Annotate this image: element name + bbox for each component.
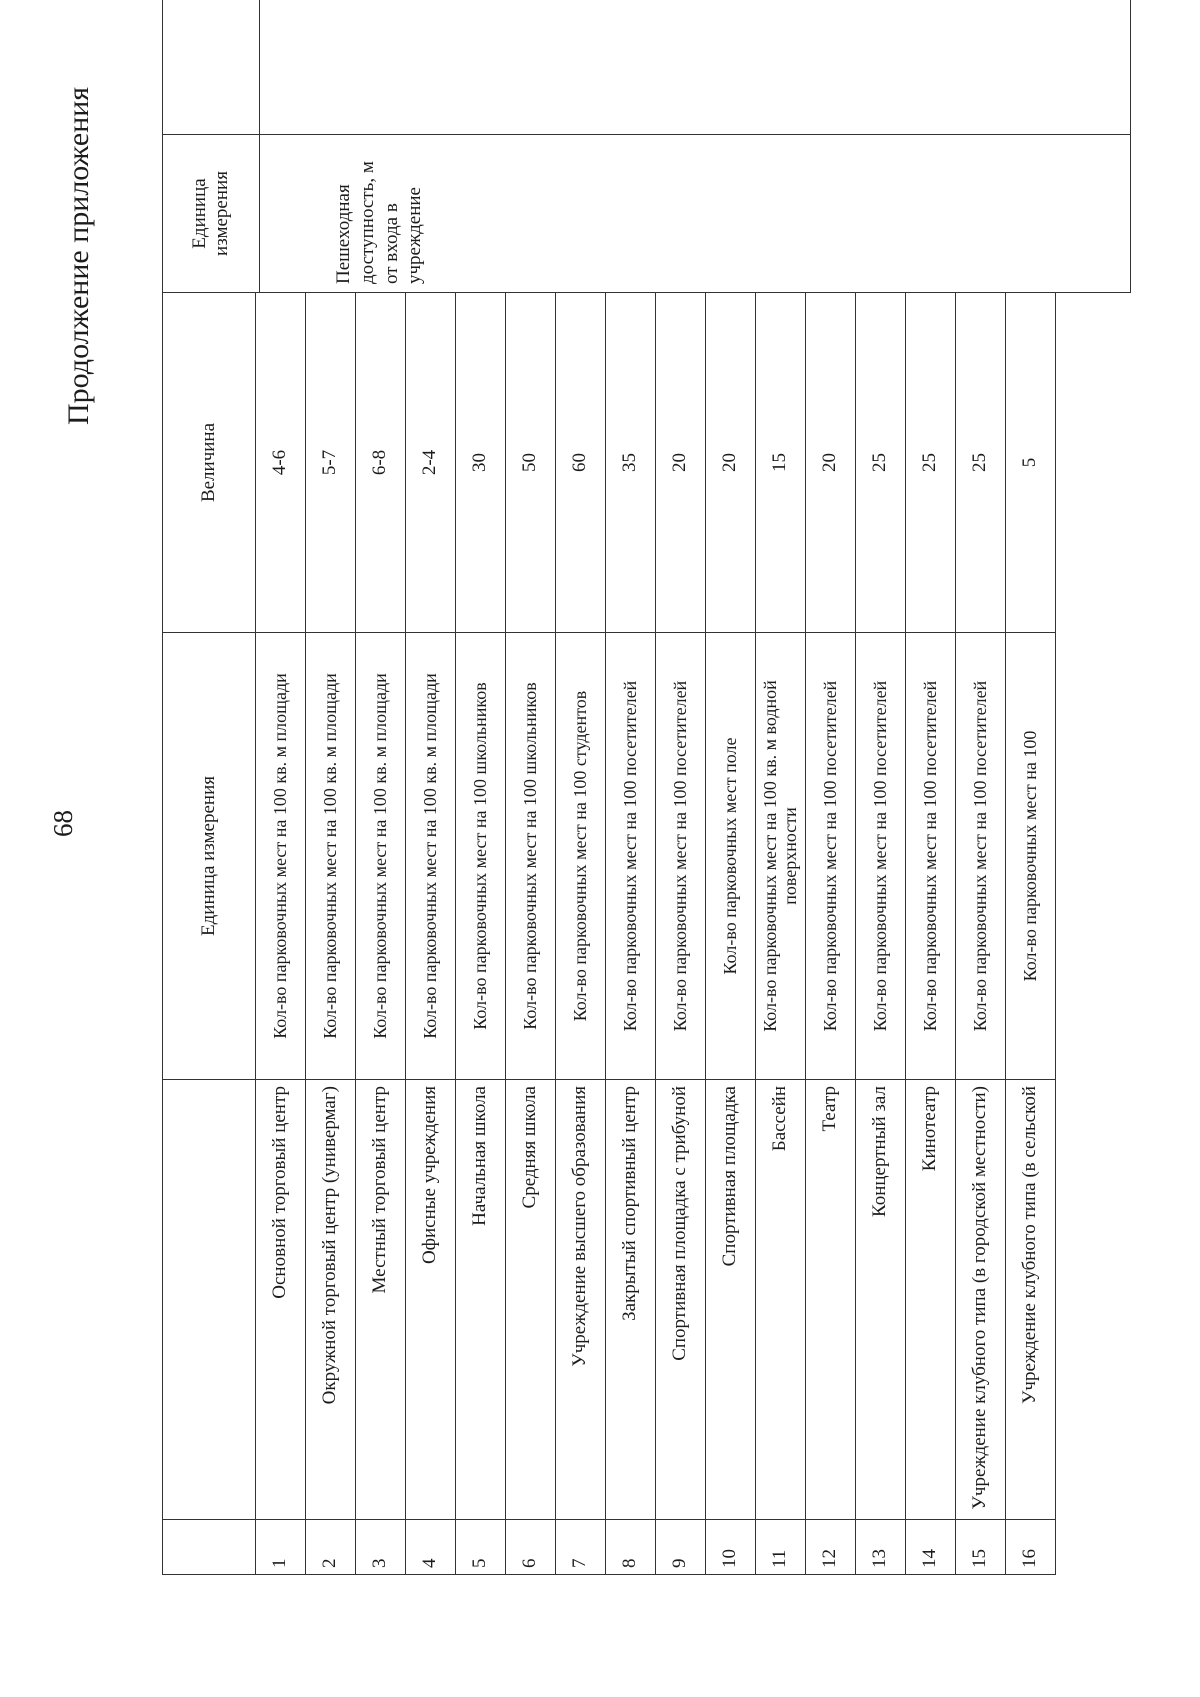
row-number: 9 [656,1520,706,1575]
row-unit: Кол-во парковочных мест на 100 кв. м площади [306,633,356,1080]
row-value: 60 [556,293,606,633]
table-row [756,293,806,1575]
table-row [506,293,556,1575]
row-value: 6-8 [356,293,406,633]
row-facility: Окружной торговый центр (универмаг) [306,1080,356,1520]
table-row [906,293,956,1575]
row-number: 14 [906,1520,956,1575]
row-facility: Начальная школа [456,1080,506,1520]
row-value: 25 [906,293,956,633]
row-number: 11 [756,1520,806,1575]
row-facility: Средняя школа [506,1080,556,1520]
row-unit: Кол-во парковочных мест на 100 посетителей [606,633,656,1080]
row-value: 4-6 [256,293,306,633]
table-header-row [163,293,256,1575]
row-number: 6 [506,1520,556,1575]
row-unit: Кол-во парковочных мест на 100 кв. м площади [356,633,406,1080]
table-row [456,293,506,1575]
table-row [406,293,456,1575]
row-unit: Кол-во парковочных мест на 100 посетителей [956,633,1006,1080]
row-unit: Кол-во парковочных мест на 100 посетителей [656,633,706,1080]
table-row [806,293,856,1575]
side-row [260,0,1131,293]
row-number: 10 [706,1520,756,1575]
side-header-row [163,0,260,293]
table-row [706,293,756,1575]
row-number: 3 [356,1520,406,1575]
row-number: 2 [306,1520,356,1575]
row-value: 5 [1006,293,1056,633]
header-unit: Единица измерения [163,633,256,1080]
header-name [163,1080,256,1520]
side-unit: Пешеходная доступность, м от входа в учреждение [260,135,1131,293]
continuation-heading: Продолжение приложения [62,86,95,425]
row-facility: Бассейн [756,1080,806,1520]
row-number: 13 [856,1520,906,1575]
row-unit: Кол-во парковочных мест на 100 посетителей [906,633,956,1080]
row-value: 20 [806,293,856,633]
row-number: 8 [606,1520,656,1575]
table-row [306,293,356,1575]
table-body [256,293,1056,1575]
row-number: 7 [556,1520,606,1575]
row-value: 25 [956,293,1006,633]
table-row [956,293,1006,1575]
row-number: 5 [456,1520,506,1575]
walking-distance-table [162,0,1131,293]
row-unit: Кол-во парковочных мест на 100 студентов [556,633,606,1080]
row-unit: Кол-во парковочных мест на 100 кв. м водной поверхности [756,633,806,1080]
row-unit: Кол-во парковочных мест поле [706,633,756,1080]
row-number: 15 [956,1520,1006,1575]
row-unit: Кол-во парковочных мест на 100 кв. м площади [406,633,456,1080]
row-unit: Кол-во парковочных мест на 100 школьников [506,633,556,1080]
row-unit: Кол-во парковочных мест на 100 [1006,633,1056,1080]
row-value: 2-4 [406,293,456,633]
row-unit: Кол-во парковочных мест на 100 посетителей [856,633,906,1080]
table-row [356,293,406,1575]
row-value: 30 [456,293,506,633]
row-unit: Кол-во парковочных мест на 100 школьников [456,633,506,1080]
row-value: 20 [706,293,756,633]
row-facility: Закрытый спортивный центр [606,1080,656,1520]
table-row [1006,293,1056,1575]
parking-norms-table [162,292,1056,1575]
table-row [656,293,706,1575]
row-unit: Кол-во парковочных мест на 100 посетителей [806,633,856,1080]
row-facility: Спортивная площадка [706,1080,756,1520]
row-number: 12 [806,1520,856,1575]
header-value: Величина [163,293,256,633]
row-value: 25 [856,293,906,633]
row-facility: Учреждение клубного типа (в городской местности) [956,1080,1006,1520]
row-value: 15 [756,293,806,633]
row-facility: Концертный зал [856,1080,906,1520]
row-facility: Спортивная площадка с трибуной [656,1080,706,1520]
table-row [556,293,606,1575]
row-number: 1 [256,1520,306,1575]
side-value [260,0,1131,135]
row-value: 50 [506,293,556,633]
table-row [606,293,656,1575]
side-header-unit: Единица измерения [163,135,260,293]
row-facility: Учреждение клубного типа (в сельской [1006,1080,1056,1520]
row-facility: Основной торговый центр [256,1080,306,1520]
row-number: 16 [1006,1520,1056,1575]
table-row [856,293,906,1575]
row-facility: Театр [806,1080,856,1520]
row-value: 35 [606,293,656,633]
row-facility: Офисные учреждения [406,1080,456,1520]
side-header-value [163,0,260,135]
row-value: 20 [656,293,706,633]
row-facility: Местный торговый центр [356,1080,406,1520]
table-row [256,293,306,1575]
row-value: 5-7 [306,293,356,633]
row-unit: Кол-во парковочных мест на 100 кв. м площади [256,633,306,1080]
header-number [163,1520,256,1575]
row-number: 4 [406,1520,456,1575]
row-facility: Кинотеатр [906,1080,956,1520]
row-facility: Учреждение высшего образования [556,1080,606,1520]
page-number: 68 [48,810,78,837]
